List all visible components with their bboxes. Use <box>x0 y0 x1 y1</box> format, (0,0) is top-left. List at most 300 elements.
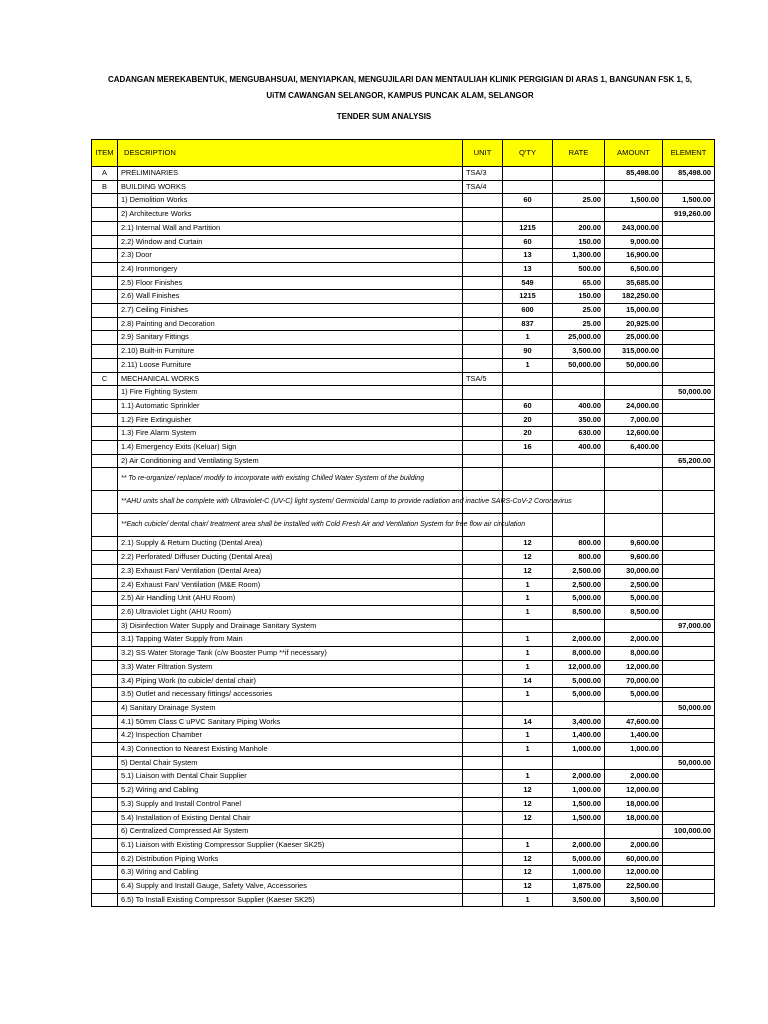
cell-item <box>92 290 118 304</box>
cell-rate <box>553 701 605 715</box>
cell-item <box>92 468 118 491</box>
cell-amount: 47,600.00 <box>605 715 663 729</box>
table-row <box>92 317 715 331</box>
cell-element <box>663 605 715 619</box>
cell-item <box>92 756 118 770</box>
cell-description: 1.4) Emergency Exits (Keluar) Sign <box>118 441 463 455</box>
table-row <box>92 660 715 674</box>
cell-amount: 9,000.00 <box>605 235 663 249</box>
cell-element: 50,000.00 <box>663 756 715 770</box>
cell-amount: 182,250.00 <box>605 290 663 304</box>
cell-unit <box>463 441 503 455</box>
cell-qty: 13 <box>503 262 553 276</box>
cell-rate: 50,000.00 <box>553 358 605 372</box>
cell-description: 2.5) Air Handling Unit (AHU Room) <box>118 592 463 606</box>
cell-unit <box>463 660 503 674</box>
cell-rate: 150.00 <box>553 290 605 304</box>
cell-qty: 20 <box>503 413 553 427</box>
cell-item <box>92 866 118 880</box>
cell-rate: 1,500.00 <box>553 811 605 825</box>
cell-description: 4.1) 50mm Class C uPVC Sanitary Piping Works <box>118 715 463 729</box>
cell-element <box>663 235 715 249</box>
cell-item <box>92 674 118 688</box>
cell-unit <box>463 743 503 757</box>
cell-amount: 12,000.00 <box>605 866 663 880</box>
table-row <box>92 180 715 194</box>
cell-description: 4.2) Inspection Chamber <box>118 729 463 743</box>
cell-item <box>92 893 118 907</box>
table-row <box>92 468 715 491</box>
cell-description: BUILDING WORKS <box>118 180 463 194</box>
table-row <box>92 647 715 661</box>
cell-amount: 20,925.00 <box>605 317 663 331</box>
table-row <box>92 208 715 222</box>
cell-rate: 1,500.00 <box>553 797 605 811</box>
cell-unit <box>463 838 503 852</box>
cell-rate: 1,000.00 <box>553 866 605 880</box>
cell-unit <box>463 688 503 702</box>
cell-description: 2.1) Supply & Return Ducting (Dental Area) <box>118 537 463 551</box>
cell-description: 2.3) Exhaust Fan/ Ventilation (Dental Area) <box>118 564 463 578</box>
cell-description: 5.3) Supply and Install Control Panel <box>118 797 463 811</box>
cell-element <box>663 537 715 551</box>
cell-qty: 12 <box>503 784 553 798</box>
table-row <box>92 605 715 619</box>
cell-description: 1) Fire Fighting System <box>118 386 463 400</box>
table-row <box>92 454 715 468</box>
table-row <box>92 276 715 290</box>
cell-description: 5.4) Installation of Existing Dental Chair <box>118 811 463 825</box>
cell-description: 6.3) Wiring and Cabling <box>118 866 463 880</box>
header-amount: AMOUNT <box>605 140 663 167</box>
cell-element <box>663 514 715 537</box>
table-row <box>92 235 715 249</box>
cell-description: 2.8) Painting and Decoration <box>118 317 463 331</box>
cell-amount: 85,498.00 <box>605 167 663 181</box>
cell-rate <box>553 619 605 633</box>
cell-description: 3.4) Piping Work (to cubicle/ dental chair) <box>118 674 463 688</box>
table-row <box>92 674 715 688</box>
cell-element <box>663 358 715 372</box>
cell-unit <box>463 427 503 441</box>
cell-unit <box>463 290 503 304</box>
cell-item <box>92 514 118 537</box>
cell-qty <box>503 619 553 633</box>
cell-amount: 12,000.00 <box>605 784 663 798</box>
cell-rate: 2,000.00 <box>553 633 605 647</box>
cell-item <box>92 660 118 674</box>
cell-element <box>663 427 715 441</box>
document-title: CADANGAN MEREKABENTUK, MENGUBAHSUAI, MENYIAPKAN, MENGUJILARI DAN MENTAULIAH KLINIK PERGIGIAN DI ARAS 1, BANGUNAN FSK 1, 5, UiTM CAWANGAN SELANGOR, KAMPUS PUNCAK ALAM, SELANGOR <box>107 75 693 100</box>
cell-qty: 60 <box>503 399 553 413</box>
cell-unit <box>463 701 503 715</box>
cell-rate <box>553 468 605 491</box>
cell-item <box>92 331 118 345</box>
cell-amount <box>605 619 663 633</box>
table-row <box>92 358 715 372</box>
cell-qty: 1 <box>503 358 553 372</box>
cell-amount: 5,000.00 <box>605 592 663 606</box>
table-row <box>92 880 715 894</box>
cell-unit <box>463 605 503 619</box>
cell-item <box>92 647 118 661</box>
cell-description: 2.4) Exhaust Fan/ Ventilation (M&E Room) <box>118 578 463 592</box>
cell-qty: 90 <box>503 345 553 359</box>
cell-rate: 200.00 <box>553 221 605 235</box>
cell-element <box>663 688 715 702</box>
cell-description: 2.9) Sanitary Fittings <box>118 331 463 345</box>
cell-element <box>663 578 715 592</box>
cell-item: B <box>92 180 118 194</box>
cell-amount: 30,000.00 <box>605 564 663 578</box>
cell-item <box>92 276 118 290</box>
cell-amount: 22,500.00 <box>605 880 663 894</box>
table-row <box>92 633 715 647</box>
table-row <box>92 249 715 263</box>
cell-description: 5) Dental Chair System <box>118 756 463 770</box>
cell-description: 3.2) SS Water Storage Tank (c/w Booster Pump **if necessary) <box>118 647 463 661</box>
cell-unit <box>463 852 503 866</box>
cell-element <box>663 290 715 304</box>
cell-item <box>92 811 118 825</box>
cell-item <box>92 564 118 578</box>
cell-unit <box>463 345 503 359</box>
cell-unit <box>463 578 503 592</box>
cell-item <box>92 633 118 647</box>
cell-element: 85,498.00 <box>663 167 715 181</box>
cell-qty: 1 <box>503 331 553 345</box>
cell-item <box>92 825 118 839</box>
cell-amount: 16,900.00 <box>605 249 663 263</box>
cell-qty <box>503 372 553 386</box>
cell-unit <box>463 358 503 372</box>
cell-description: 6.1) Liaison with Existing Compressor Supplier (Kaeser SK25) <box>118 838 463 852</box>
cell-amount <box>605 386 663 400</box>
cell-amount: 6,400.00 <box>605 441 663 455</box>
cell-unit: TSA/4 <box>463 180 503 194</box>
table-row <box>92 701 715 715</box>
cell-amount <box>605 491 663 514</box>
cell-unit <box>463 866 503 880</box>
cell-element: 50,000.00 <box>663 701 715 715</box>
cell-element <box>663 852 715 866</box>
cell-rate: 150.00 <box>553 235 605 249</box>
table-row <box>92 262 715 276</box>
table-row <box>92 386 715 400</box>
header-element: ELEMENT <box>663 140 715 167</box>
cell-qty: 60 <box>503 194 553 208</box>
cell-amount: 18,000.00 <box>605 797 663 811</box>
cell-description: 2.1) Internal Wall and Partition <box>118 221 463 235</box>
cell-element <box>663 633 715 647</box>
cell-qty: 12 <box>503 880 553 894</box>
cell-description: 2.10) Built-in Furniture <box>118 345 463 359</box>
cell-description: 6.4) Supply and Install Gauge, Safety Valve, Accessories <box>118 880 463 894</box>
cell-unit <box>463 797 503 811</box>
cell-rate <box>553 454 605 468</box>
cell-description: **Each cubicle/ dental chair/ treatment area shall be installed with Cold Fresh Air and Ventilation System for free flow air circulation <box>118 514 463 537</box>
cell-item <box>92 592 118 606</box>
cell-amount: 1,400.00 <box>605 729 663 743</box>
cell-element <box>663 743 715 757</box>
cell-amount <box>605 372 663 386</box>
cell-qty <box>503 454 553 468</box>
cell-unit <box>463 756 503 770</box>
cell-unit <box>463 619 503 633</box>
cell-element <box>663 564 715 578</box>
cell-qty: 1 <box>503 660 553 674</box>
table-row <box>92 825 715 839</box>
cell-unit <box>463 537 503 551</box>
cell-qty: 549 <box>503 276 553 290</box>
cell-qty <box>503 756 553 770</box>
cell-description: 2.3) Door <box>118 249 463 263</box>
cell-amount: 24,000.00 <box>605 399 663 413</box>
cell-item <box>92 715 118 729</box>
cell-description: 2.7) Ceiling Finishes <box>118 304 463 318</box>
cell-amount: 7,000.00 <box>605 413 663 427</box>
cell-rate: 25.00 <box>553 304 605 318</box>
cell-qty <box>503 208 553 222</box>
cell-rate: 65.00 <box>553 276 605 290</box>
cell-item <box>92 701 118 715</box>
cell-unit <box>463 194 503 208</box>
cell-item <box>92 852 118 866</box>
cell-qty: 600 <box>503 304 553 318</box>
cell-qty: 12 <box>503 797 553 811</box>
cell-item <box>92 304 118 318</box>
cell-element <box>663 491 715 514</box>
cell-unit <box>463 729 503 743</box>
cell-rate: 500.00 <box>553 262 605 276</box>
cell-qty: 1 <box>503 688 553 702</box>
cell-qty: 1 <box>503 647 553 661</box>
table-row <box>92 852 715 866</box>
cell-qty <box>503 167 553 181</box>
cell-rate: 25.00 <box>553 317 605 331</box>
cell-unit <box>463 304 503 318</box>
cell-rate: 2,000.00 <box>553 838 605 852</box>
cell-unit <box>463 235 503 249</box>
cell-description: MECHANICAL WORKS <box>118 372 463 386</box>
cell-item: C <box>92 372 118 386</box>
cell-rate: 12,000.00 <box>553 660 605 674</box>
cell-element <box>663 797 715 811</box>
cell-description: 2.2) Perforated/ Diffuser Ducting (Dental Area) <box>118 551 463 565</box>
table-row <box>92 770 715 784</box>
cell-qty: 12 <box>503 866 553 880</box>
cell-element <box>663 249 715 263</box>
cell-unit <box>463 893 503 907</box>
cell-amount: 2,000.00 <box>605 770 663 784</box>
header-qty: Q'TY <box>503 140 553 167</box>
cell-description: 1.1) Automatic Sprinkler <box>118 399 463 413</box>
cell-rate <box>553 208 605 222</box>
cell-amount: 9,600.00 <box>605 537 663 551</box>
cell-item <box>92 262 118 276</box>
table-row <box>92 866 715 880</box>
cell-item <box>92 358 118 372</box>
cell-element: 1,500.00 <box>663 194 715 208</box>
cell-item <box>92 235 118 249</box>
cell-rate: 800.00 <box>553 537 605 551</box>
cell-item <box>92 537 118 551</box>
cell-qty: 1 <box>503 578 553 592</box>
cell-rate: 25.00 <box>553 194 605 208</box>
cell-rate: 1,875.00 <box>553 880 605 894</box>
cell-description: 5.2) Wiring and Cabling <box>118 784 463 798</box>
cell-element <box>663 729 715 743</box>
cell-qty: 1 <box>503 605 553 619</box>
cell-description: 1.3) Fire Alarm System <box>118 427 463 441</box>
cell-element <box>663 413 715 427</box>
cell-rate <box>553 372 605 386</box>
cell-description: **AHU units shall be complete with Ultraviolet-C (UV-C) light system/ Germicidal Lamp to provide radiation and inactive SARS-CoV-2 Coronavirus <box>118 491 463 514</box>
table-row <box>92 221 715 235</box>
document-subtitle: TENDER SUM ANALYSIS <box>336 112 432 121</box>
cell-rate: 3,500.00 <box>553 893 605 907</box>
cell-rate: 5,000.00 <box>553 852 605 866</box>
cell-qty: 12 <box>503 852 553 866</box>
cell-rate: 400.00 <box>553 441 605 455</box>
cell-description: 3) Disinfection Water Supply and Drainage Sanitary System <box>118 619 463 633</box>
cell-qty: 1 <box>503 729 553 743</box>
cell-rate: 3,400.00 <box>553 715 605 729</box>
cell-rate: 5,000.00 <box>553 674 605 688</box>
cell-rate <box>553 167 605 181</box>
cell-amount: 12,000.00 <box>605 660 663 674</box>
cell-element <box>663 715 715 729</box>
cell-element <box>663 811 715 825</box>
table-row <box>92 784 715 798</box>
cell-unit <box>463 633 503 647</box>
cell-qty: 1 <box>503 592 553 606</box>
cell-element: 65,200.00 <box>663 454 715 468</box>
cell-element <box>663 838 715 852</box>
cell-amount: 15,000.00 <box>605 304 663 318</box>
cell-amount <box>605 514 663 537</box>
table-row <box>92 491 715 514</box>
cell-description: PRELIMINARIES <box>118 167 463 181</box>
cell-amount: 60,000.00 <box>605 852 663 866</box>
cell-item <box>92 743 118 757</box>
cell-description: ** To re-organize/ replace/ modify to incorporate with existing Chilled Water System of the building <box>118 468 463 491</box>
cell-qty <box>503 180 553 194</box>
table-row <box>92 537 715 551</box>
cell-item <box>92 551 118 565</box>
cell-item <box>92 838 118 852</box>
tender-sum-table <box>91 139 715 907</box>
cell-amount: 2,000.00 <box>605 633 663 647</box>
cell-amount <box>605 756 663 770</box>
cell-element: 919,260.00 <box>663 208 715 222</box>
cell-unit <box>463 262 503 276</box>
table-row <box>92 413 715 427</box>
cell-qty: 16 <box>503 441 553 455</box>
cell-element <box>663 770 715 784</box>
cell-description: 2.4) Ironmongery <box>118 262 463 276</box>
table-header-row <box>92 140 715 167</box>
cell-rate: 8,000.00 <box>553 647 605 661</box>
cell-qty: 12 <box>503 537 553 551</box>
cell-amount: 50,000.00 <box>605 358 663 372</box>
cell-item <box>92 454 118 468</box>
table-row <box>92 167 715 181</box>
cell-rate: 25,000.00 <box>553 331 605 345</box>
table-row <box>92 331 715 345</box>
cell-rate: 2,500.00 <box>553 578 605 592</box>
table-row <box>92 441 715 455</box>
cell-element <box>663 551 715 565</box>
cell-element <box>663 468 715 491</box>
cell-amount: 35,685.00 <box>605 276 663 290</box>
cell-rate: 1,400.00 <box>553 729 605 743</box>
cell-element <box>663 880 715 894</box>
cell-unit <box>463 811 503 825</box>
table-row <box>92 893 715 907</box>
cell-qty: 1 <box>503 893 553 907</box>
cell-item <box>92 688 118 702</box>
cell-rate: 3,500.00 <box>553 345 605 359</box>
cell-item <box>92 491 118 514</box>
cell-amount: 1,000.00 <box>605 743 663 757</box>
cell-item <box>92 605 118 619</box>
cell-amount <box>605 208 663 222</box>
cell-item <box>92 427 118 441</box>
table-row <box>92 838 715 852</box>
cell-unit <box>463 276 503 290</box>
cell-description: 2) Architecture Works <box>118 208 463 222</box>
table-row <box>92 304 715 318</box>
cell-unit <box>463 784 503 798</box>
cell-element <box>663 180 715 194</box>
cell-element <box>663 372 715 386</box>
cell-amount: 1,500.00 <box>605 194 663 208</box>
cell-element <box>663 674 715 688</box>
cell-item: A <box>92 167 118 181</box>
cell-element: 50,000.00 <box>663 386 715 400</box>
cell-amount: 6,500.00 <box>605 262 663 276</box>
cell-unit <box>463 317 503 331</box>
cell-amount <box>605 825 663 839</box>
cell-element <box>663 221 715 235</box>
cell-amount: 2,000.00 <box>605 838 663 852</box>
cell-element: 97,000.00 <box>663 619 715 633</box>
cell-amount: 2,500.00 <box>605 578 663 592</box>
cell-item <box>92 345 118 359</box>
cell-item <box>92 386 118 400</box>
cell-rate <box>553 514 605 537</box>
table-body <box>92 167 715 907</box>
cell-qty: 12 <box>503 551 553 565</box>
cell-unit <box>463 825 503 839</box>
cell-description: 1.2) Fire Extinguisher <box>118 413 463 427</box>
table-row <box>92 427 715 441</box>
cell-element <box>663 317 715 331</box>
cell-qty: 1215 <box>503 221 553 235</box>
cell-qty: 1 <box>503 838 553 852</box>
cell-amount: 12,600.00 <box>605 427 663 441</box>
table-row <box>92 399 715 413</box>
cell-qty: 13 <box>503 249 553 263</box>
cell-description: 6.5) To Install Existing Compressor Supplier (Kaeser SK25) <box>118 893 463 907</box>
table-row <box>92 797 715 811</box>
cell-rate: 1,000.00 <box>553 743 605 757</box>
cell-item <box>92 729 118 743</box>
table-row <box>92 756 715 770</box>
cell-rate: 800.00 <box>553 551 605 565</box>
cell-element <box>663 647 715 661</box>
